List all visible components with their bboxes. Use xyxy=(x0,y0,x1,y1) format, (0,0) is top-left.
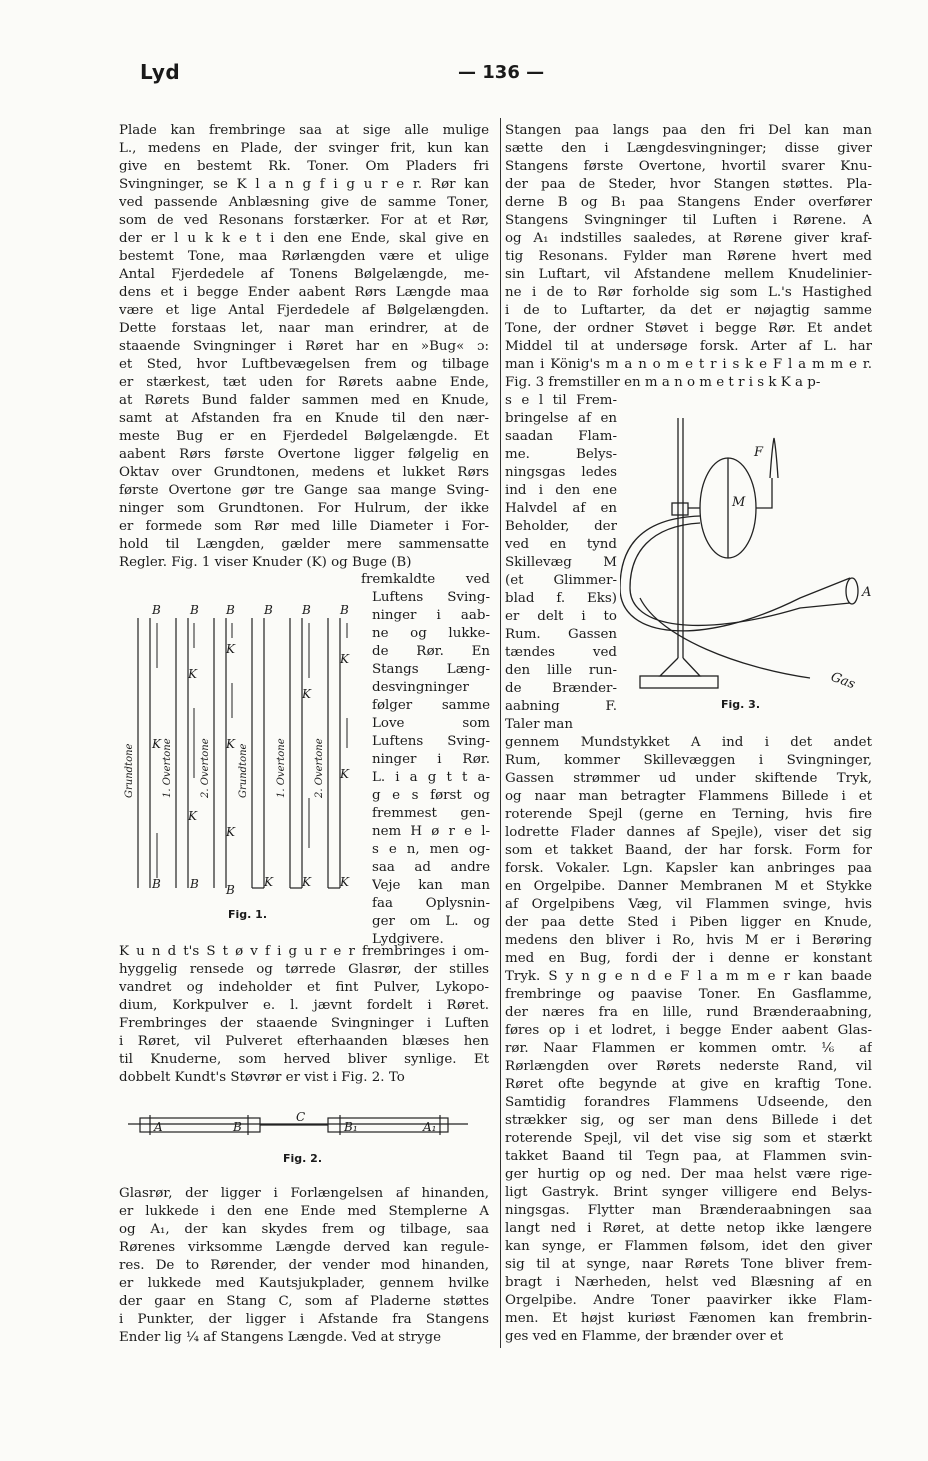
text-line: Lydgivere. xyxy=(372,932,444,947)
fig1-label-k: K xyxy=(264,875,273,889)
text-line: Tone, der ordner Støvet i begge Rør. Et andet xyxy=(505,321,872,336)
text-line: og naar man betragter Flammens Billede i et xyxy=(505,789,872,804)
text-line: ges ved en Flamme, der brænder over et xyxy=(505,1329,784,1344)
text-line: Plade kan frembringe saa at sige alle mulige xyxy=(119,123,489,138)
figure-2 xyxy=(128,1112,468,1142)
fig1-label-k: K xyxy=(226,737,235,751)
text-line: samt at Afstanden fra en Knude til den nær- xyxy=(119,411,489,426)
text-line: sin Luftart, vil Afstandene mellem Knudelinier- xyxy=(505,267,872,282)
figure-3 xyxy=(620,408,880,708)
text-line: i Røret, vil Pulveret efterhaanden blæses hen xyxy=(119,1034,489,1049)
text-line: vandret og indeholder et fint Pulver, Lykopo- xyxy=(119,980,489,995)
fig1-label-k: K xyxy=(340,652,349,666)
text-line: dens et i begge Ender aabent Rørs Længde maa xyxy=(119,285,489,300)
text-line: bringelse af en xyxy=(505,411,617,426)
text-line: K u n d t's S t ø v f i g u r e r frembringes i om- xyxy=(119,944,489,959)
fig1-tube-label: Grundtone xyxy=(238,743,249,798)
text-line: give en bestemt Rk. Toner. Om Pladers fri xyxy=(119,159,489,174)
text-line: som et takket Baand, der har forsk. Form for xyxy=(505,843,872,858)
column-divider xyxy=(500,118,501,1348)
text-line: Frembringes der staaende Svingninger i Luften xyxy=(119,1016,489,1031)
fig1-label-b: B xyxy=(190,877,199,891)
fig1-label-k: K xyxy=(302,687,311,701)
text-line: saadan Flam- xyxy=(505,429,617,444)
text-line: blad f. Eks) xyxy=(505,591,617,606)
fig2-label-a: A xyxy=(154,1120,163,1134)
text-line: bragt i Nærheden, helst ved Blæsning af en xyxy=(505,1275,872,1290)
text-line: fremkaldte ved xyxy=(361,572,490,587)
text-line: ved en tynd xyxy=(505,537,617,552)
text-line: hold til Længden, gælder mere sammensatte xyxy=(119,537,489,552)
fig1-tube-label: 1. Overtone xyxy=(162,738,173,798)
text-line: Skillevæg M xyxy=(505,555,617,570)
text-line: være et lige Antal Fjerdedele af Bølgelængden. xyxy=(119,303,489,318)
text-line: ninger i aab- xyxy=(372,608,490,623)
text-line: ningsgas ledes xyxy=(505,465,617,480)
text-line: der er l u k k e t i den ene Ende, skal give en xyxy=(119,231,489,246)
text-line: er formede som Rør med lille Diameter i For- xyxy=(119,519,489,534)
text-line: meste Bug er en Fjerdedel Bølgelængde. Et xyxy=(119,429,489,444)
text-line: en Orgelpibe. Danner Membranen M et Stykke xyxy=(505,879,872,894)
fig3-caption: Fig. 3. xyxy=(721,698,760,711)
text-line: til Knuderne, som herved bliver synlige. Et xyxy=(119,1052,489,1067)
text-line: dium, Korkpulver e. l. jævnt fordelt i Røret. xyxy=(119,998,489,1013)
text-line: Stangens Svingninger til Luften i Rørene. A xyxy=(505,213,872,228)
text-line: er lukkede med Kautsjukplader, gennem hvilke xyxy=(119,1276,489,1291)
text-line: s e n, men og- xyxy=(372,842,490,857)
text-line: hyggelig rensede og tørrede Glasrør, der stilles xyxy=(119,962,489,977)
fig1-label-b: B xyxy=(152,603,161,617)
fig2-label-a1: A₁ xyxy=(423,1120,437,1134)
text-line: tændes ved xyxy=(505,645,617,660)
text-line: staaende Svingninger i Røret har en »Bug« ɔ: xyxy=(119,339,489,354)
text-line: medens den bliver i Ro, hvis M er i Berøring xyxy=(505,933,872,948)
text-line: frembringe og paavise Toner. En Gasflamme, xyxy=(505,987,872,1002)
text-line: et Sted, hvor Luftbevægelsen frem og tilbage xyxy=(119,357,489,372)
text-line: Dette forstaas let, naar man erindrer, at de xyxy=(119,321,489,336)
fig1-tube-label: 2. Overtone xyxy=(314,738,325,798)
text-line: at Rørets Bund falder sammen med en Knude, xyxy=(119,393,489,408)
text-line: man i König's m a n o m e t r i s k e F l a m m e r. xyxy=(505,357,872,372)
text-line: strækker sig, og ser man dens Billede i det xyxy=(505,1113,872,1128)
fig1-caption: Fig. 1. xyxy=(228,908,267,921)
text-line: Luftens Sving- xyxy=(372,590,490,605)
text-line: lodrette Flader dannes af Spejle), viser det sig xyxy=(505,825,872,840)
text-line: Gassen strømmer ud under skiftende Tryk, xyxy=(505,771,872,786)
fig2-label-b1: B₁ xyxy=(344,1120,358,1134)
text-line: Glasrør, der ligger i Forlængelsen af hinanden, xyxy=(119,1186,489,1201)
fig1-label-b: B xyxy=(152,877,161,891)
text-line: Tryk. S y n g e n d e F l a m m e r kan baade xyxy=(505,969,872,984)
section-title: Lyd xyxy=(140,60,181,84)
text-line: med en Bug, fordi der i denne er konstant xyxy=(505,951,872,966)
text-line: Ender lig ¼ af Stangens Længde. Ved at stryge xyxy=(119,1330,442,1345)
text-line: Rum, kommer Skillevæggen i Svingninger, xyxy=(505,753,872,768)
text-line: de Brænder- xyxy=(505,681,617,696)
text-line: der gaar en Stang C, som af Pladerne støttes xyxy=(119,1294,489,1309)
text-line: kan synge, er Flammen følsom, idet den giver xyxy=(505,1239,872,1254)
fig3-label-gas: Gas xyxy=(828,669,858,693)
text-line: der paa de Steder, hvor Stangen støttes. Pla- xyxy=(505,177,872,192)
text-line: i de to Luftarter, da det er nøjagtig samme xyxy=(505,303,872,318)
text-line: Beholder, der xyxy=(505,519,617,534)
text-line: Luftens Sving- xyxy=(372,734,490,749)
text-line: Love som xyxy=(372,716,490,731)
text-line: ningsgas. Flytter man Brænderaabningen saa xyxy=(505,1203,872,1218)
text-line: forsk. Vokaler. Lgn. Kapsler kan anbringes paa xyxy=(505,861,872,876)
text-line: saa ad andre xyxy=(372,860,490,875)
text-line: sætte den i Længdesvingninger; disse giver xyxy=(505,141,872,156)
text-line: L., medens en Plade, der svinger frit, kun kan xyxy=(119,141,489,156)
text-line: er delt i to xyxy=(505,609,617,624)
text-line: Rum. Gassen xyxy=(505,627,617,642)
text-line: s e l til Frem- xyxy=(505,393,617,408)
text-line: ger om L. og xyxy=(372,914,490,929)
fig2-label-c: C xyxy=(296,1112,306,1124)
fig1-label-b: B xyxy=(340,603,349,617)
text-line: Halvdel af en xyxy=(505,501,617,516)
text-line: desvingninger xyxy=(372,680,469,695)
text-line: ligt Gastryk. Brint synger villigere end Belys- xyxy=(505,1185,872,1200)
text-line: Regler. Fig. 1 viser Knuder (K) og Buge (B) xyxy=(119,555,412,570)
text-line: dobbelt Kundt's Støvrør er vist i Fig. 2. To xyxy=(119,1070,405,1085)
fig2-caption: Fig. 2. xyxy=(283,1152,322,1165)
fig1-label-k: K xyxy=(302,875,311,889)
text-line: ne i de to Rør forholde sig som L.'s Hastighed xyxy=(505,285,872,300)
text-line: ninger i Rør. xyxy=(372,752,490,767)
text-line: res. De to Rørender, der vender mod hinanden, xyxy=(119,1258,489,1273)
text-line: ind i den ene xyxy=(505,483,617,498)
text-line: Taler man xyxy=(505,717,574,732)
fig1-label-b: B xyxy=(226,603,235,617)
text-line: Stangen paa langs paa den fri Del kan man xyxy=(505,123,872,138)
text-line: bestemt Tone, maa Rørlængden være et ulige xyxy=(119,249,489,264)
text-line: rør. Naar Flammen er kommen omtr. ⅙ af xyxy=(505,1041,872,1056)
text-line: aabning F. xyxy=(505,699,617,714)
text-line: (et Glimmer- xyxy=(505,573,617,588)
text-line: Middel til at undersøge forsk. Arter af L. har xyxy=(505,339,872,354)
text-line: sig til at synge, naar Rørets Tone bliver frem- xyxy=(505,1257,872,1272)
text-line: føres op i et lodret, i begge Ender aabent Glas- xyxy=(505,1023,872,1038)
fig1-tube-label: 1. Overtone xyxy=(276,738,287,798)
text-line: der paa dette Sted i Piben ligger en Knude, xyxy=(505,915,872,930)
text-line: den lille run- xyxy=(505,663,617,678)
text-line: fremmest gen- xyxy=(372,806,490,821)
text-line: Oktav over Grundtonen, medens et lukket Rørs xyxy=(119,465,489,480)
text-line: Fig. 3 fremstiller en m a n o m e t r i s k K a p- xyxy=(505,375,821,390)
fig1-label-b: B xyxy=(226,883,235,897)
text-line: langt ned i Røret, at dette netop ikke længere xyxy=(505,1221,872,1236)
text-line: og A₁, der kan skydes frem og tilbage, saa xyxy=(119,1222,489,1237)
fig1-label-k: K xyxy=(226,825,235,839)
fig3-label-m: M xyxy=(732,495,746,510)
text-line: ninger som Grundtonen. For Hulrum, der ikke xyxy=(119,501,489,516)
fig1-label-k: K xyxy=(188,809,197,823)
text-line: Svingninger, se K l a n g f i g u r e r. Rør kan xyxy=(119,177,489,192)
fig1-tube-label: Grundtone xyxy=(124,743,135,798)
text-line: Veje kan man xyxy=(372,878,490,893)
text-line: er lukkede i den ene Ende med Stemplerne A xyxy=(119,1204,489,1219)
text-line: ne og lukke- xyxy=(372,626,490,641)
text-line: de Rør. En xyxy=(372,644,490,659)
text-line: er stærkest, tæt uden for Rørets aabne Ende, xyxy=(119,375,489,390)
fig1-label-b: B xyxy=(264,603,273,617)
text-line: gennem Mundstykket A ind i det andet xyxy=(505,735,872,750)
text-line: takket Baand til Tegn paa, at Flammen svin- xyxy=(505,1149,872,1164)
text-line: Røret ofte begynde at give en kraftig Tone. xyxy=(505,1077,872,1092)
text-line: Antal Fjerdedele af Tonens Bølgelængde, me- xyxy=(119,267,489,282)
text-line: nem H ø r e l- xyxy=(372,824,490,839)
text-line: første Overtone gør tre Gange saa mange Sving- xyxy=(119,483,489,498)
text-line: me. Belys- xyxy=(505,447,617,462)
text-line: ved passende Anblæsning give de samme Toner, xyxy=(119,195,489,210)
fig2-label-b: B xyxy=(233,1120,242,1134)
fig1-tube-label: 2. Overtone xyxy=(200,738,211,798)
text-line: L. i a g t t a- xyxy=(372,770,490,785)
fig1-label-k: K xyxy=(340,875,349,889)
text-line: Stangens første Overtone, hvortil svarer Knu- xyxy=(505,159,872,174)
text-line: følger samme xyxy=(372,698,490,713)
text-line: roterende Spejl, vil det vise sig som et stærkt xyxy=(505,1131,872,1146)
text-line: faa Oplysnin- xyxy=(372,896,490,911)
text-line: Samtidig forandres Flammens Udseende, den xyxy=(505,1095,872,1110)
figure-1 xyxy=(112,598,362,903)
text-line: Rørenes virksomme Længde derved kan regule- xyxy=(119,1240,489,1255)
text-line: der næres fra en lille, rund Brænderaabning, xyxy=(505,1005,872,1020)
text-line: ger hurtig op og ned. Der maa helst være rige- xyxy=(505,1167,872,1182)
text-line: roterende Spejl (gerne en Terning, hvis fire xyxy=(505,807,872,822)
text-line: derne B og B₁ paa Stangens Ender overfører xyxy=(505,195,872,210)
fig3-label-a: A xyxy=(862,585,872,600)
text-line: i Punkter, der ligger i Afstande fra Stangens xyxy=(119,1312,489,1327)
text-line: og A₁ indstilles saaledes, at Rørene giver kraf- xyxy=(505,231,872,246)
text-line: aabent Rørs første Overtone ligger følgelig en xyxy=(119,447,489,462)
text-line: Rørlængden over Rørets nederste Rand, vil xyxy=(505,1059,872,1074)
text-line: af Orgelpibens Væg, vil Flammen svinge, hvis xyxy=(505,897,872,912)
fig1-label-k: K xyxy=(188,667,197,681)
fig1-label-b: B xyxy=(302,603,311,617)
fig1-label-k: K xyxy=(152,737,161,751)
text-line: men. Et højst kuriøst Fænomen kan frembrin- xyxy=(505,1311,872,1326)
fig3-label-f: F xyxy=(754,445,764,460)
fig1-label-k: K xyxy=(226,642,235,656)
text-line: Stangs Læng- xyxy=(372,662,490,677)
text-line: tig Resonans. Fylder man Rørene hvert med xyxy=(505,249,872,264)
fig1-label-k: K xyxy=(340,767,349,781)
text-line: g e s først og xyxy=(372,788,490,803)
fig1-label-b: B xyxy=(190,603,199,617)
page-number: — 136 — xyxy=(458,62,545,83)
text-line: som de ved Resonans forstærker. For at et Rør, xyxy=(119,213,489,228)
text-line: Orgelpibe. Andre Toner paavirker ikke Flam- xyxy=(505,1293,872,1308)
